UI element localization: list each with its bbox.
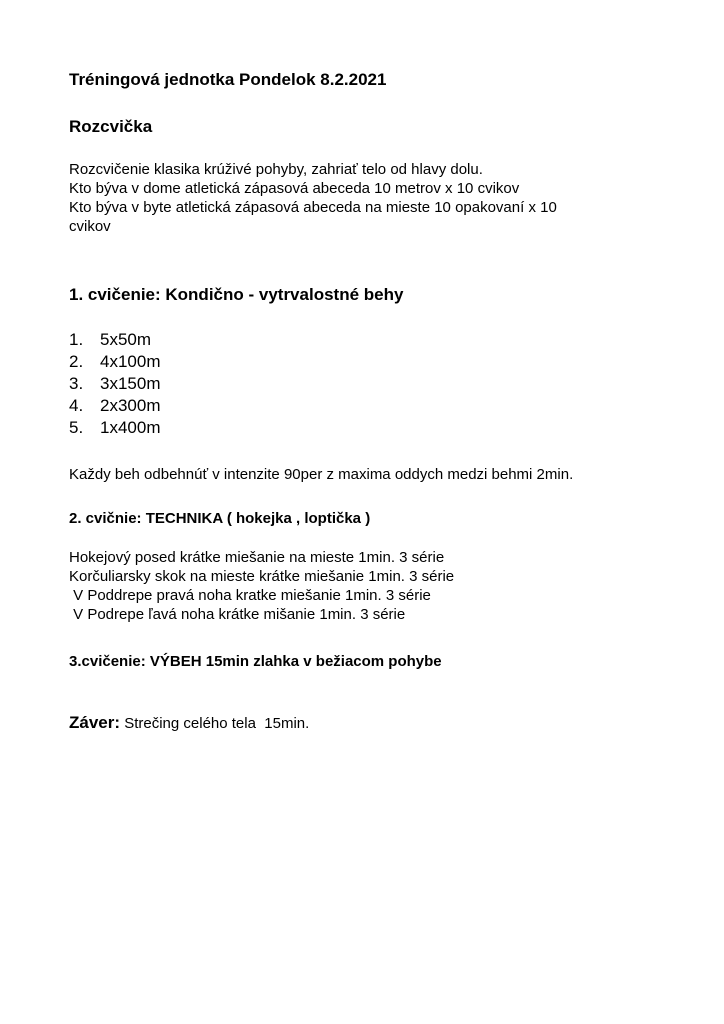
warmup-line: Kto býva v dome atletická zápasová abeceda 10 metrov x 10 cvikov [69,180,520,197]
exercise1-heading: 1. cvičenie: Kondično - vytrvalostné behy [69,285,404,304]
list-item [69,417,160,439]
exercise1-note: Každy beh odbehnúť v intenzite 90per z maxima oddych medzi behmi 2min. [69,466,574,483]
list-item-number: 3. [69,374,84,393]
list-item [69,329,160,351]
warmup-line: Rozcvičenie klasika krúživé pohyby, zahriať telo od hlavy dolu. [69,161,483,178]
exercise3-heading: 3.cvičenie: VÝBEH 15min zlahka v bežiacom pohybe [69,653,442,670]
list-item-number: 5. [69,418,84,437]
warmup-line: Kto býva v byte atletická zápasová abeceda na mieste 10 opakovaní x 10 [69,199,557,216]
list-item-number: 4. [69,396,84,415]
warmup-heading: Rozcvička [69,117,153,136]
list-item-text: 3x150m [100,374,161,393]
exercise2-line: V Podrepe ľavá noha krátke mišanie 1min. 3 série [69,606,406,623]
exercise2-line: Hokejový posed krátke miešanie na mieste 1min. 3 série [69,549,445,566]
conclusion [69,713,309,733]
conclusion-text: Strečing celého tela 15min. [120,715,310,732]
exercise2-line: V Poddrepe pravá noha kratke miešanie 1min. 3 série [69,587,431,604]
exercise2-line: Korčuliarsky skok na mieste krátke miešanie 1min. 3 série [69,568,455,585]
warmup-text [69,160,557,236]
exercise1-list [69,329,160,439]
document-title: Tréningová jednotka Pondelok 8.2.2021 [69,70,387,89]
list-item-number: 2. [69,352,84,371]
list-item-text: 2x300m [100,396,161,415]
list-item [69,373,160,395]
list-item-text: 4x100m [100,352,161,371]
warmup-line: cvikov [69,218,111,235]
conclusion-label: Záver: [69,713,121,732]
list-item-text: 5x50m [100,330,152,349]
exercise2-heading: 2. cvičnie: TECHNIKA ( hokejka , loptička ) [69,510,371,527]
list-item [69,395,160,417]
list-item-text: 1x400m [100,418,161,437]
list-item [69,351,160,373]
exercise2-text [69,548,454,624]
list-item-number: 1. [69,330,84,349]
